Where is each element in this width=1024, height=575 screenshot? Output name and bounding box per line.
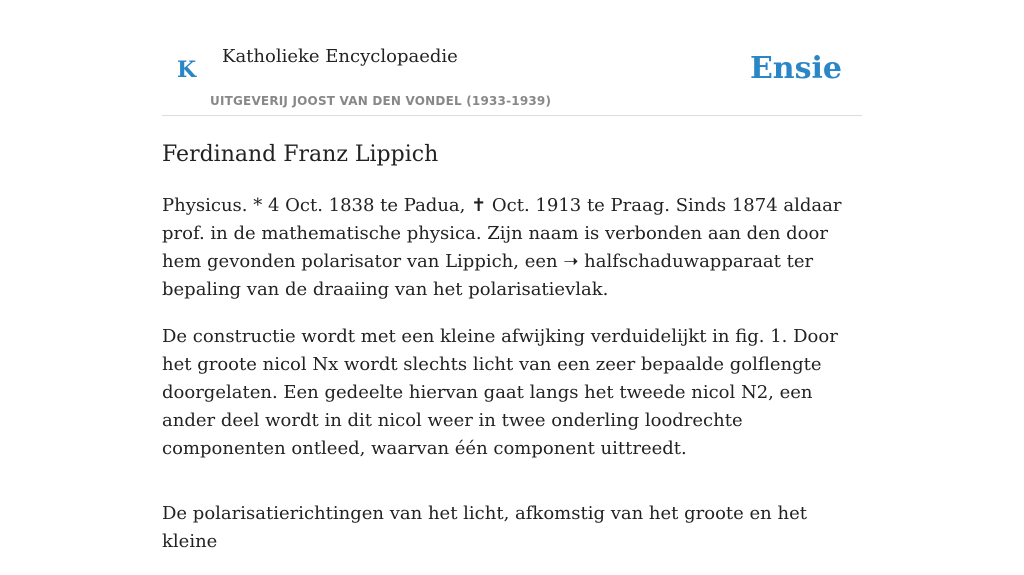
cross-reference-link[interactable]: halfschaduwapparaat bbox=[584, 251, 781, 272]
publication-subtitle: UITGEVERIJ JOOST VAN DEN VONDEL (1933-1939) bbox=[210, 94, 552, 108]
publication-title[interactable]: Katholieke Encyclopaedie bbox=[222, 46, 458, 67]
encyclopedia-logo[interactable]: K bbox=[177, 57, 197, 83]
article-paragraph-3: De polarisatierichtingen van het licht, afkomstig van het groote en het kleine bbox=[162, 503, 807, 552]
article-paragraph-1 bbox=[162, 192, 862, 304]
paragraph-text: ter bepaling van de draaiing van het polarisatievlak. bbox=[162, 251, 814, 300]
article-title: Ferdinand Franz Lippich bbox=[162, 142, 439, 167]
cross-reference-arrow-icon: ➝ bbox=[563, 251, 579, 272]
site-header bbox=[162, 40, 862, 116]
ensie-brand-logo[interactable]: Ensie bbox=[749, 51, 842, 86]
paragraph-text: Physicus. * 4 Oct. 1838 te Padua, ✝ Oct. 1913 te Praag. Sinds 1874 aldaar prof. in de mathematische physica. Zijn naam is verbonden aan den door hem gevonden polarisator van Lippich, een bbox=[162, 195, 842, 272]
article-paragraph-2: De constructie wordt met een kleine afwijking verduidelijkt in fig. 1. Door het groote nicol Nx wordt slechts licht van een zeer bepaalde golflengte doorgelaten. Een gedeelte hiervan gaat langs het tweede nicol N2, een ander deel wordt in dit nicol weer in twee onderling loodrechte componenten ontleed, waarvan één component uittreedt. bbox=[162, 326, 838, 459]
article bbox=[162, 140, 862, 575]
